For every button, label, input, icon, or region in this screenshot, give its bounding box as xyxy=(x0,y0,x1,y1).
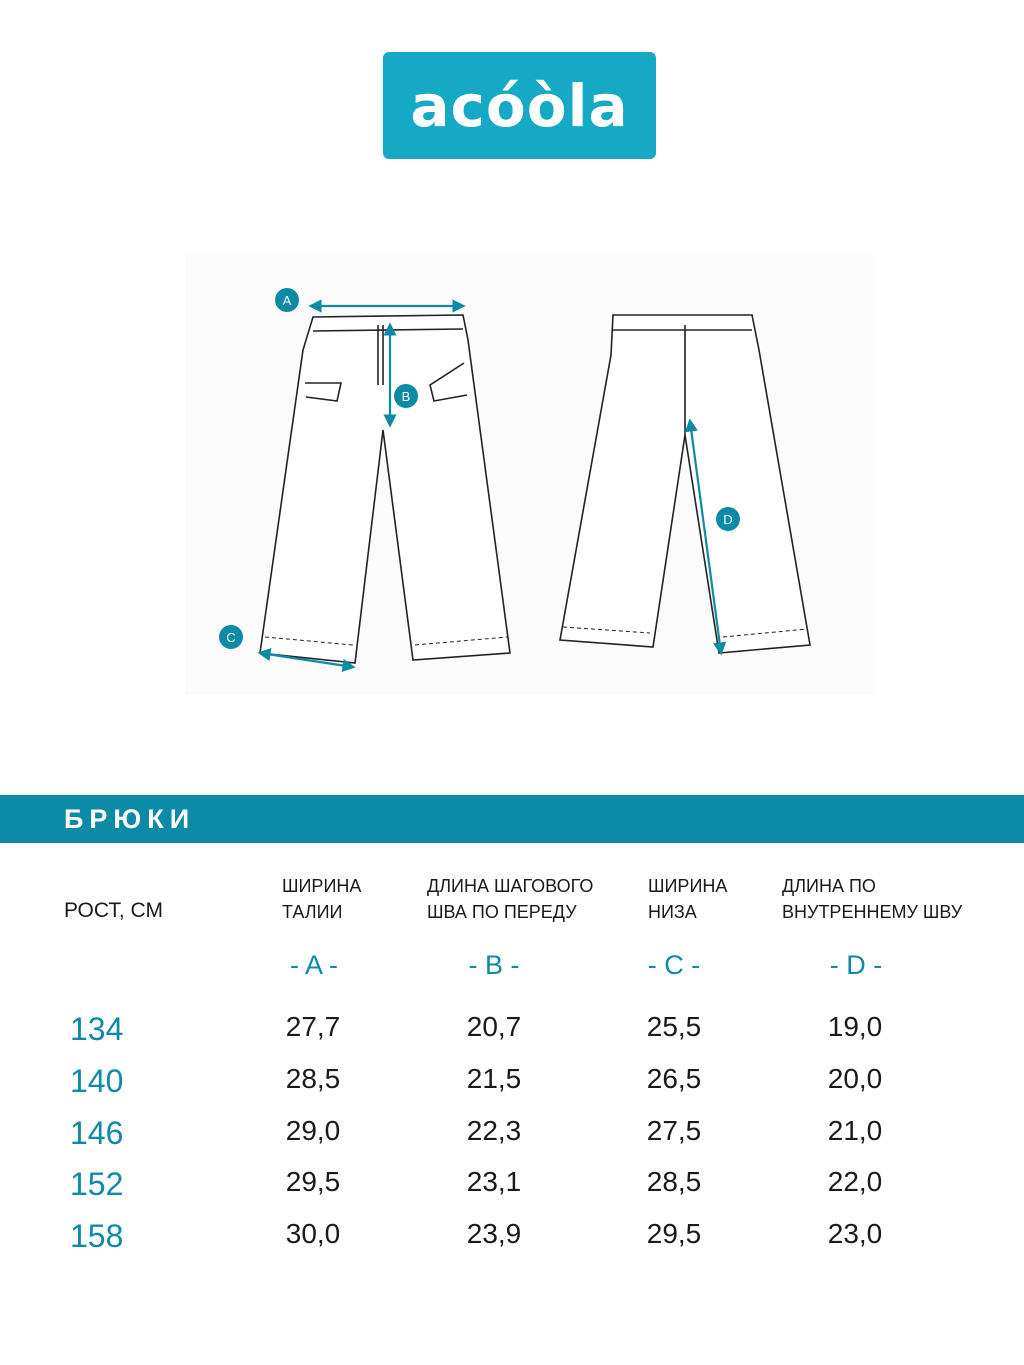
section-header-band xyxy=(0,795,1024,843)
value-cell: 29,5 xyxy=(285,1166,341,1197)
front-pants-outline xyxy=(260,315,510,663)
value-cell: 30,0 xyxy=(285,1218,341,1249)
badge-c-icon xyxy=(219,625,243,649)
value-cell: 23,1 xyxy=(466,1166,522,1197)
size-cell: 140 xyxy=(70,1063,124,1099)
value-cell: 21,0 xyxy=(827,1115,883,1146)
column-letter-d: - D - xyxy=(829,950,883,980)
brand-logo xyxy=(383,52,656,159)
logo-text: acóòla xyxy=(410,71,629,140)
value-cell: 26,5 xyxy=(646,1063,702,1094)
column-letter-c: - C - xyxy=(647,950,701,980)
value-cell: 23,0 xyxy=(827,1218,883,1249)
size-cell: 134 xyxy=(70,1011,124,1047)
value-cell: 28,5 xyxy=(285,1063,341,1094)
table-row xyxy=(0,1063,1024,1107)
value-cell: 23,9 xyxy=(466,1218,522,1249)
table-row xyxy=(0,1218,1024,1262)
column-header-front-rise: ДЛИНА ШАГОВОГО ШВА ПО ПЕРЕДУ xyxy=(427,876,594,922)
value-cell: 19,0 xyxy=(827,1011,883,1042)
size-cell: 152 xyxy=(70,1166,124,1202)
table-row xyxy=(0,1166,1024,1210)
value-cell: 20,0 xyxy=(827,1063,883,1094)
column-header-waist-width: ШИРИНА ТАЛИИ xyxy=(282,876,362,922)
badge-d-label: D xyxy=(723,512,733,527)
size-cell: 158 xyxy=(70,1218,124,1254)
value-cell: 22,0 xyxy=(827,1166,883,1197)
badge-b-icon xyxy=(394,384,418,408)
value-cell: 29,0 xyxy=(285,1115,341,1146)
table-row xyxy=(0,1115,1024,1159)
value-cell: 21,5 xyxy=(466,1063,522,1094)
row-header: РОСТ, СМ xyxy=(64,899,163,922)
pants-diagram xyxy=(185,255,877,695)
badge-c-label: C xyxy=(226,630,236,645)
section-title: БРЮКИ xyxy=(64,804,196,834)
value-cell: 27,5 xyxy=(646,1115,702,1146)
pants-measurement-illustration xyxy=(185,255,877,695)
table-row xyxy=(0,1011,1024,1055)
badge-a-icon xyxy=(275,288,299,312)
column-header-hem-width: ШИРИНА НИЗА xyxy=(648,876,728,922)
badge-a-label: A xyxy=(282,293,292,308)
value-cell: 27,7 xyxy=(285,1011,341,1042)
badge-b-label: B xyxy=(401,389,411,404)
column-letter-a: - A - xyxy=(289,950,338,980)
column-letter-b: - B - xyxy=(468,950,520,980)
value-cell: 28,5 xyxy=(646,1166,702,1197)
back-pants-outline xyxy=(560,315,810,653)
value-cell: 20,7 xyxy=(466,1011,522,1042)
size-cell: 146 xyxy=(70,1115,124,1151)
value-cell: 29,5 xyxy=(646,1218,702,1249)
value-cell: 25,5 xyxy=(646,1011,702,1042)
value-cell: 22,3 xyxy=(466,1115,522,1146)
column-header-inseam: ДЛИНА ПО ВНУТРЕННЕМУ ШВУ xyxy=(782,876,963,922)
badge-d-icon xyxy=(716,507,740,531)
